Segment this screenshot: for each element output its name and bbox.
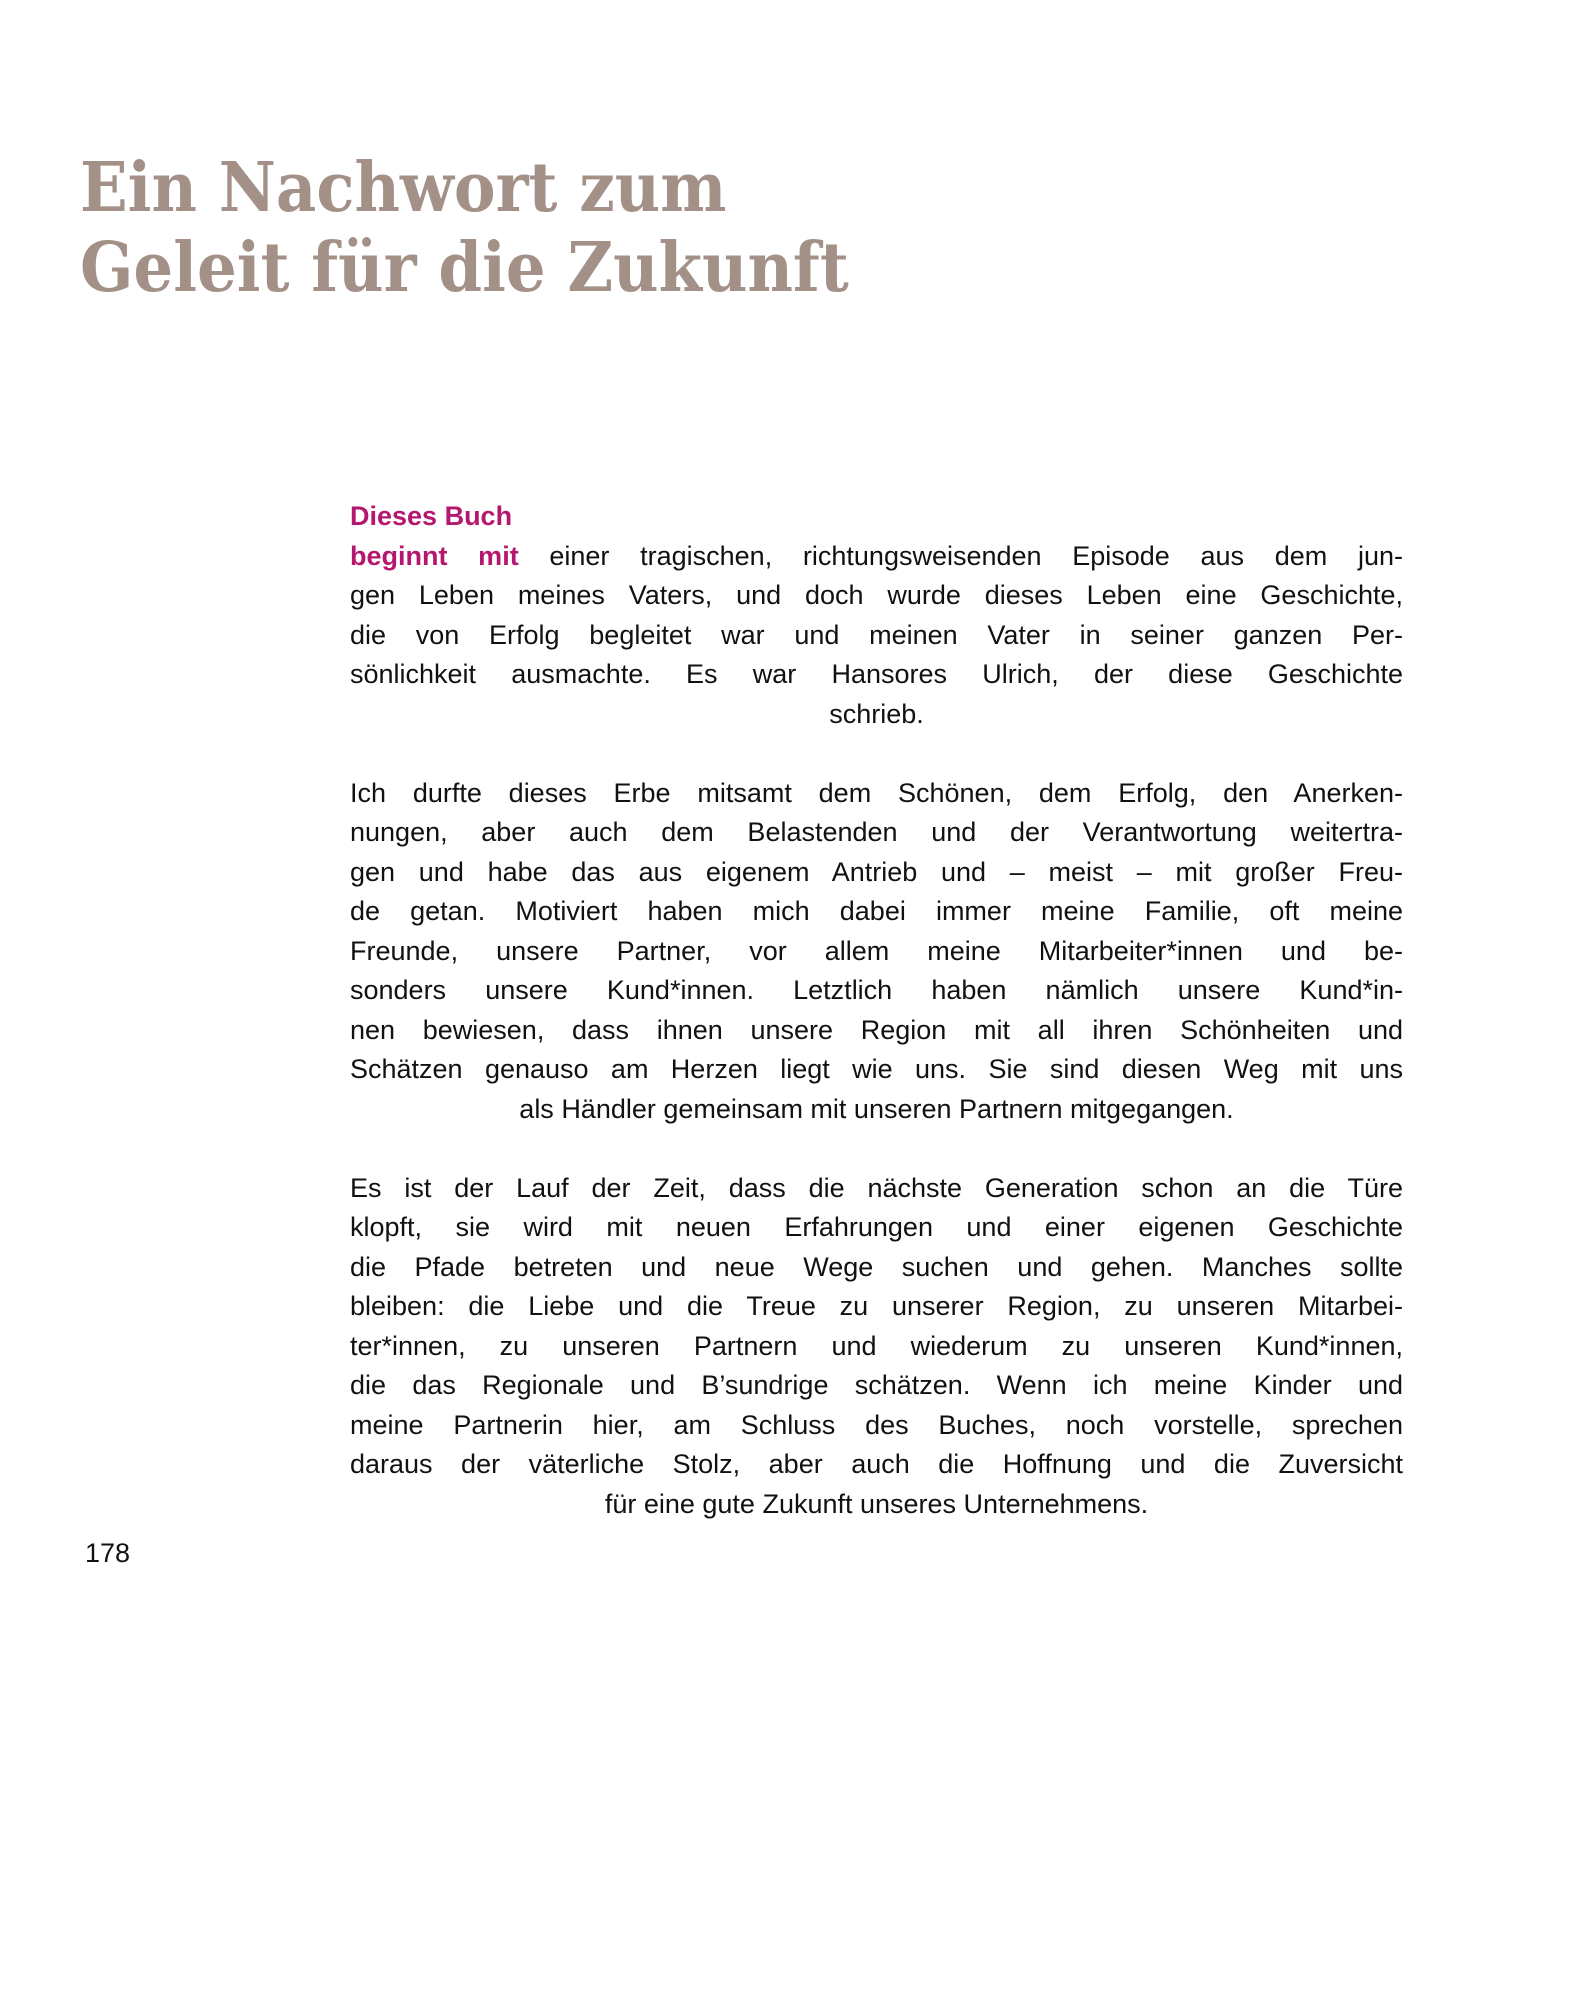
text-line: gen und habe das aus eigenem Antrieb und – meist – mit großer Freu- [350, 856, 1403, 887]
text-line: daraus der väterliche Stolz, aber auch die Hoffnung und die Zuversicht [350, 1449, 1403, 1479]
page-number: 178 [85, 1538, 131, 1568]
lead-in-heading: Dieses Buch [350, 501, 513, 531]
text-line: die Pfade betreten und neue Wege suchen und gehen. Manches sollte [350, 1251, 1403, 1282]
text-line: sönlichkeit ausmachte. Es war Hansores Ulrich, der diese Geschichte [350, 659, 1403, 689]
text-line: Es ist der Lauf der Zeit, dass die nächste Generation schon an die Türe [350, 1172, 1403, 1203]
page-title [80, 148, 849, 308]
text-line: ter*innen, zu unseren Partnern und wiederum zu unseren Kund*innen, [350, 1330, 1403, 1361]
lead-in-text: beginnt mit [350, 540, 519, 571]
text-line: schrieb. [829, 698, 924, 729]
title-line-1: Ein Nachwort zum [80, 148, 727, 228]
text-line: bleiben: die Liebe und die Treue zu unserer Region, zu unseren Mitarbei- [350, 1291, 1403, 1321]
text-line: nungen, aber auch dem Belastenden und der Verantwortung weitertra- [350, 817, 1403, 847]
text-fragment: einer tragischen, richtungsweisenden Episode aus dem jun- [518, 540, 1404, 571]
text-line: de getan. Motiviert haben mich dabei immer meine Familie, oft meine [350, 896, 1403, 926]
text-line: für eine gute Zukunft unseres Unternehmens. [604, 1488, 1149, 1519]
title-line-2: Geleit für die Zukunft [80, 228, 849, 308]
text-line: die von Erfolg begleitet war und meinen Vater in seiner ganzen Per- [350, 619, 1403, 650]
text-line: klopft, sie wird mit neuen Erfahrungen und einer eigenen Geschichte [350, 1212, 1403, 1242]
text-line: die das Regionale und B’sundrige schätzen. Wenn ich meine Kinder und [350, 1370, 1403, 1400]
text-line: sonders unsere Kund*innen. Letztlich haben nämlich unsere Kund*in- [350, 975, 1403, 1005]
text-line: Freunde, unsere Partner, vor allem meine Mitarbeiter*innen und be- [350, 935, 1403, 966]
afterword-body [350, 497, 1403, 1524]
text-line: nen bewiesen, dass ihnen unsere Region mit all ihren Schönheiten und [350, 1014, 1403, 1045]
text-line: Ich durfte dieses Erbe mitsamt dem Schönen, dem Erfolg, den Anerken- [350, 777, 1403, 808]
paragraph-3 [350, 1169, 1403, 1525]
paragraph-2 [350, 774, 1403, 1130]
text-line: Schätzen genauso am Herzen liegt wie uns. Sie sind diesen Weg mit uns [350, 1054, 1403, 1084]
text-line: gen Leben meines Vaters, und doch wurde dieses Leben eine Geschichte, [350, 580, 1403, 610]
text-line: meine Partnerin hier, am Schluss des Buches, noch vorstelle, sprechen [350, 1409, 1403, 1440]
text-line [350, 537, 1403, 577]
paragraph-1 [350, 537, 1403, 735]
text-line: als Händler gemeinsam mit unseren Partnern mitgegangen. [519, 1093, 1234, 1124]
